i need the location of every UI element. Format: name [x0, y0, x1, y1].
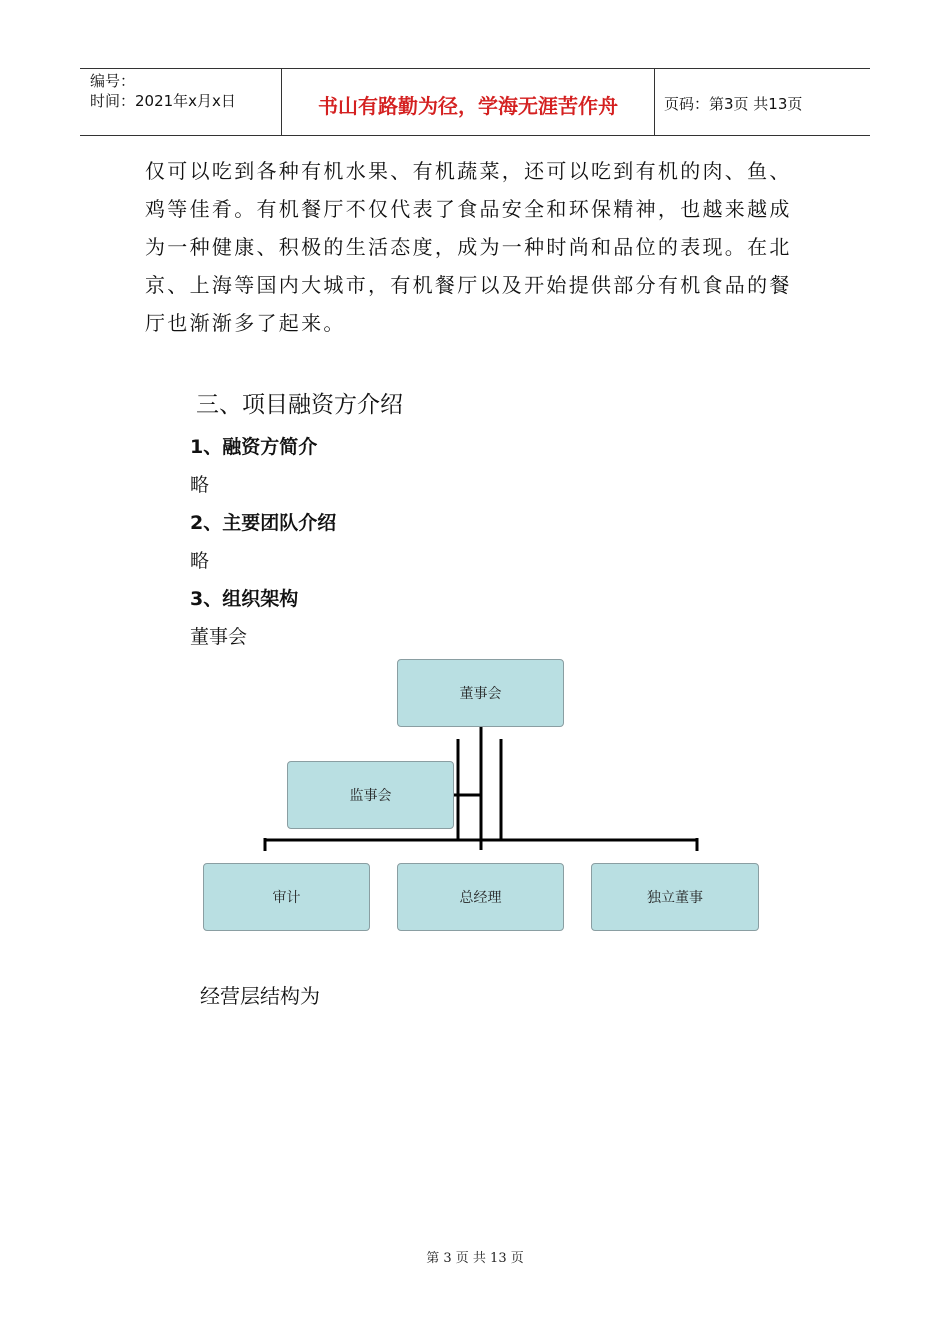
section-title: 三、项目融资方介绍	[196, 392, 403, 418]
org-box-supervisory-board: 监事会	[287, 761, 454, 829]
paragraph-line: 京、上海等国内大城市，有机餐厅以及开始提供部分有机食品的餐	[145, 273, 792, 297]
subsection-body-team: 略	[190, 550, 210, 572]
paragraph-line: 鸡等佳肴。有机餐厅不仅代表了食品安全和环保精神，也越来越成	[145, 197, 792, 221]
header-top-rule	[80, 68, 870, 69]
header-divider-right	[654, 69, 655, 135]
subsection-title-org: 3、组织架构	[190, 588, 299, 610]
org-box-independent-director: 独立董事	[591, 863, 759, 931]
paragraph-line: 为一种健康、积极的生活态度，成为一种时尚和品位的表现。在北	[145, 235, 792, 259]
header-bottom-rule	[80, 135, 870, 136]
paragraph-line: 仅可以吃到各种有机水果、有机蔬菜，还可以吃到有机的肉、鱼、	[145, 159, 792, 183]
paragraph-line: 厅也渐渐多了起来。	[145, 311, 346, 335]
subsection-body-org: 董事会	[190, 626, 248, 648]
page-footer: 第 3 页 共 13 页	[426, 1251, 524, 1266]
header-date-label: 时间：2021年x月x日	[90, 92, 236, 110]
management-structure-label: 经营层结构为	[200, 984, 320, 1008]
subsection-title-team: 2、主要团队介绍	[190, 512, 337, 534]
subsection-title-intro: 1、融资方简介	[190, 436, 318, 458]
header-motto: 书山有路勤为径，学海无涯苦作舟	[318, 94, 618, 118]
subsection-body-intro: 略	[190, 474, 210, 496]
header-number-label: 编号：	[90, 72, 136, 90]
org-box-general-manager: 总经理	[397, 863, 564, 931]
header-page-label: 页码：第3页 共13页	[664, 95, 803, 113]
intro-paragraph	[145, 152, 825, 342]
org-box-audit: 审计	[203, 863, 370, 931]
org-box-board: 董事会	[397, 659, 564, 727]
